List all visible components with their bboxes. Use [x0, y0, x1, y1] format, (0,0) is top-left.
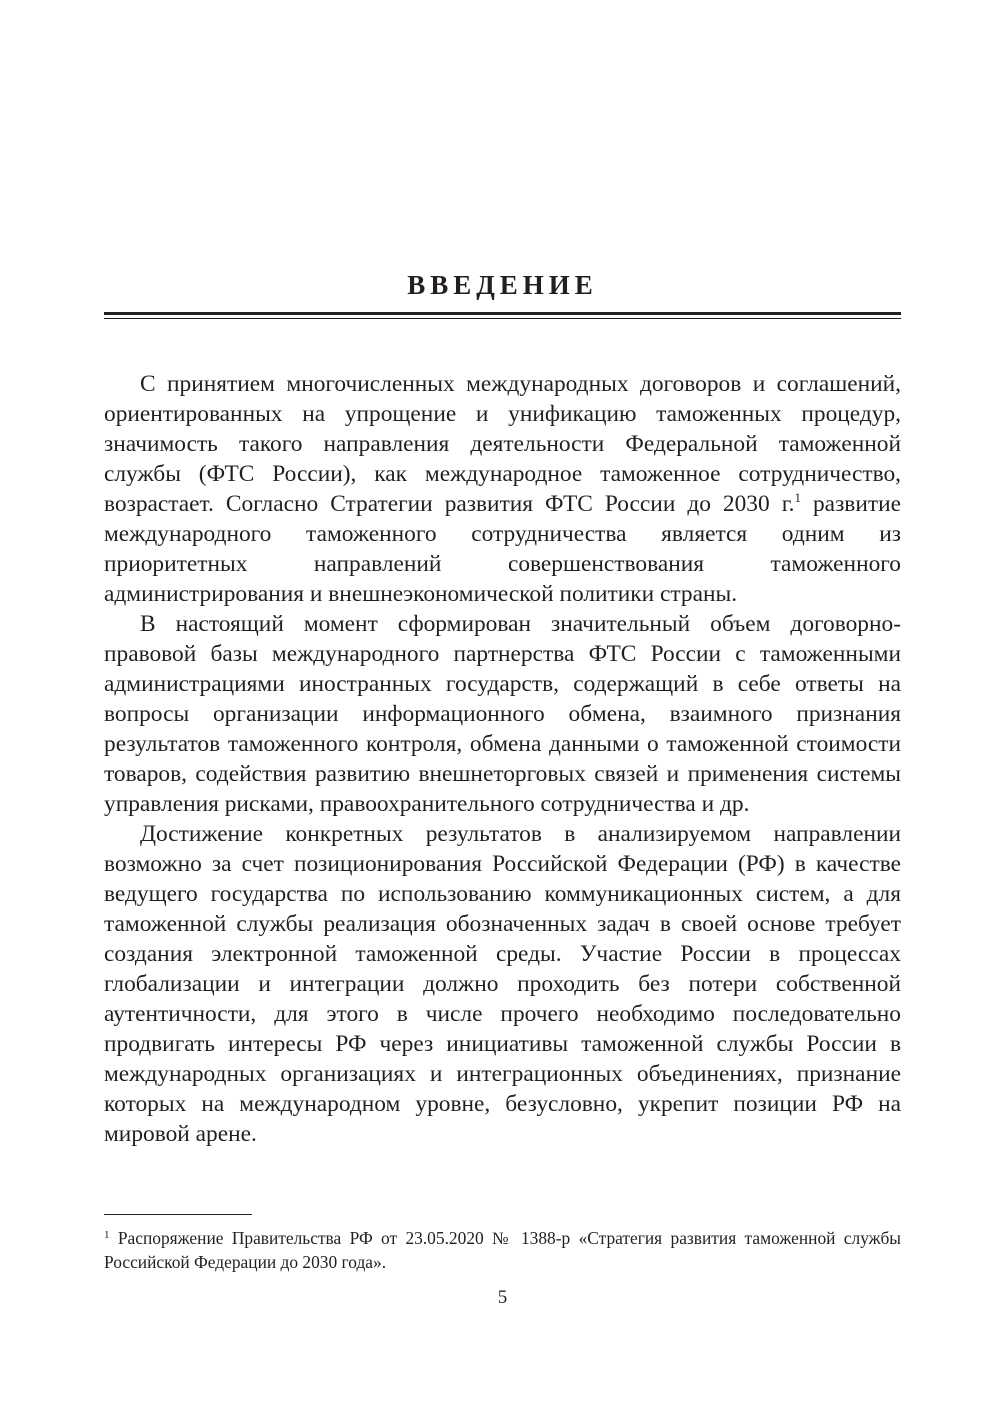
footnote-text: Распоряжение Правительства РФ от 23.05.2020 № 1388-р «Стратегия развития таможенной службы Российской Федерации до 2030 года».	[104, 1228, 901, 1272]
paragraph-1-continuation: развитие международного таможенного сотрудничества является одним из приоритетных направлений совершенствования таможенного администрирования и внешнеэкономической политики страны.	[104, 491, 901, 607]
body-text	[104, 369, 901, 1149]
footnote-reference: 1	[794, 490, 801, 505]
heading-rule-thin	[104, 318, 901, 319]
paragraph-1-text: С принятием многочисленных международных договоров и соглашений, ориентированных на упрощение и унификацию таможенных процедур, значимость такого направления деятельности Федеральной таможенной службы (ФТС России), как международное таможенное сотрудничество, возрастает. Согласно Стратегии развития ФТС России до 2030 г.	[104, 371, 901, 517]
footnote	[104, 1226, 901, 1274]
chapter-heading: ВВЕДЕНИЕ	[407, 270, 598, 300]
paragraph-3: Достижение конкретных результатов в анализируемом направлении возможно за счет позиционирования Российской Федерации (РФ) в качестве ведущего государства по использованию коммуникационных систем, а для таможенной службы реализация обозначенных задач в своей основе требует создания электронной таможенной среды. Участие России в процессах глобализации и интеграции должно проходить без потери собственной аутентичности, для этого в числе прочего необходимо последовательно продвигать интересы РФ через инициативы таможенной службы России в международных организациях и интеграционных объединениях, признание которых на международном уровне, безусловно, укрепит позиции РФ на мировой арене.	[104, 821, 901, 1147]
paragraph-2: В настоящий момент сформирован значительный объем договорно-правовой базы международного партнерства ФТС России с таможенными администрациями иностранных государств, содержащий в себе ответы на вопросы организации информационного обмена, взаимного признания результатов таможенного контроля, обмена данными о таможенной стоимости товаров, содействия развитию внешнеторговых связей и применения системы управления рисками, правоохранительного сотрудничества и др.	[104, 611, 901, 817]
footnote-separator	[104, 1214, 252, 1215]
page-number: 5	[497, 1287, 508, 1308]
footnote-marker: 1	[104, 1229, 110, 1241]
heading-rule-thick	[104, 312, 901, 315]
paragraph-1	[104, 369, 901, 609]
